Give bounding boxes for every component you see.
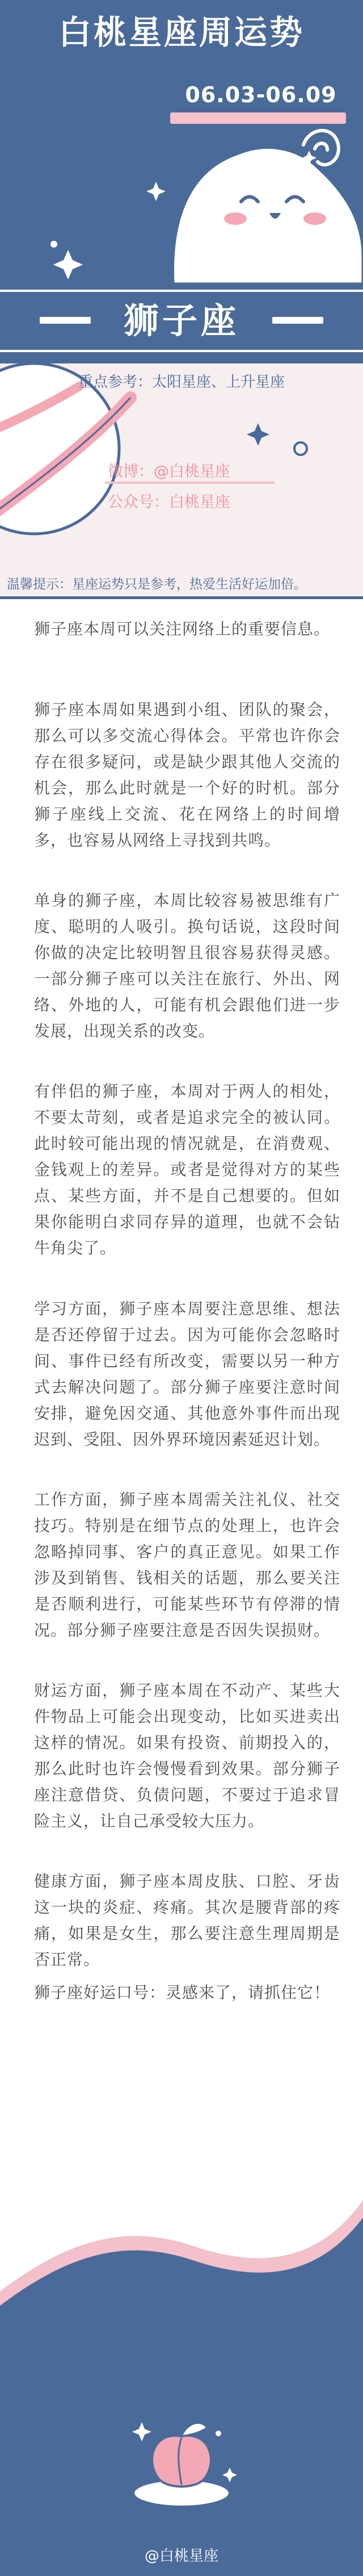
date-highlight — [170, 112, 346, 124]
paragraph-health: 健康方面，狮子座本周皮肤、口腔、牙齿这一块的炎症、疼痛。其次是腰背部的疼痛，如果是女生，那么要注意生理周期是否正常。 — [34, 1872, 340, 1969]
footer-watermark: @白桃星座 — [144, 2548, 218, 2565]
sign-name: 狮子座 — [123, 300, 239, 341]
peach-icon — [152, 2423, 211, 2487]
sparkle-icon — [247, 423, 269, 446]
info-card — [0, 363, 363, 596]
paragraph-wealth: 财运方面，狮子座本周在不动产、某些大件物品上可能会出现变动，比如买进卖出这样的情况。如果有投资、前期投入的，那么此时也许会慢慢看到效果。部分狮子座注意借贷、负债问题，不要过于追求冒险主义，让自己承受较大压力。 — [34, 1681, 340, 1830]
date-range: 06.03-06.09 — [185, 82, 337, 107]
sign-banner — [0, 290, 363, 352]
footer-decoration — [0, 2178, 363, 2576]
paragraph-couple: 有伴侣的狮子座，本周对于两人的相处，不要太苛刻，或者是追求完全的被认同。此时较可能出现的情况就是，在消费观、金钱观上的差异。或者是觉得对方的某些点、某些方面，并不是自己想要的。但如果你能明白求同存异的道理，也就不会钻牛角尖了。 — [34, 1082, 340, 1257]
paragraph-social: 狮子座本周如果遇到小组、团队的聚会，那么可以多交流心得体会。平常也许你会存在很多疑问，或是缺少跟其他人交流的机会，那么此时就是一个好的时机。部分狮子座线上交流、花在网络上的时间增多，也容易从网络上寻找到共鸣。 — [34, 700, 340, 850]
page-title: 白桃星座周运势 — [58, 13, 305, 52]
warm-tip: 温馨提示：星座运势只是参考，热爱生活好运加倍。 — [7, 577, 307, 592]
paragraph-slogan: 狮子座好运口号：灵感来了，请抓住它！ — [34, 1983, 331, 2002]
focus-note: 重点参考：太阳星座、上升星座 — [78, 374, 285, 391]
paragraph-work: 工作方面，狮子座本周需关注礼仪、社交技巧。特别是在细节点的处理上，也许会忽略掉同事、客户的真正意见。如果工作涉及到销售、钱相关的话题，那么要关注是否顺利进行，可能某些环节有停滞的情况。部分狮子座要注意是否因失误损财。 — [34, 1490, 340, 1640]
paragraph-study: 学习方面，狮子座本周要注意思维、想法是否还停留于过去。因为可能你会忽略时间、事件已经有所改变，需要以另一种方式去解决问题了。部分狮子座要注意时间安排，避免因交通、其他意外事件而出现迟到、受阻、因外界环境因素延迟计划。 — [34, 1299, 340, 1449]
wechat-account: 公众号：白桃星座 — [108, 494, 230, 511]
header — [0, 0, 363, 284]
footer — [0, 2178, 363, 2576]
paragraph-intro: 狮子座本周可以关注网络上的重要信息。 — [34, 620, 331, 638]
horoscope-body — [0, 599, 363, 2178]
mascot-icon — [172, 131, 363, 284]
paragraph-single: 单身的狮子座，本周比较容易被思维有广度、聪明的人吸引。换句话说，这段时间你做的决定比较明智且很容易获得灵感。一部分狮子座可以关注在旅行、外出、网络、外地的人，可能有机会跟他们进一步发展，出现关系的改变。 — [34, 891, 340, 1040]
weibo-handle: 微博：@白桃星座 — [108, 463, 230, 480]
ring-icon — [294, 442, 307, 455]
